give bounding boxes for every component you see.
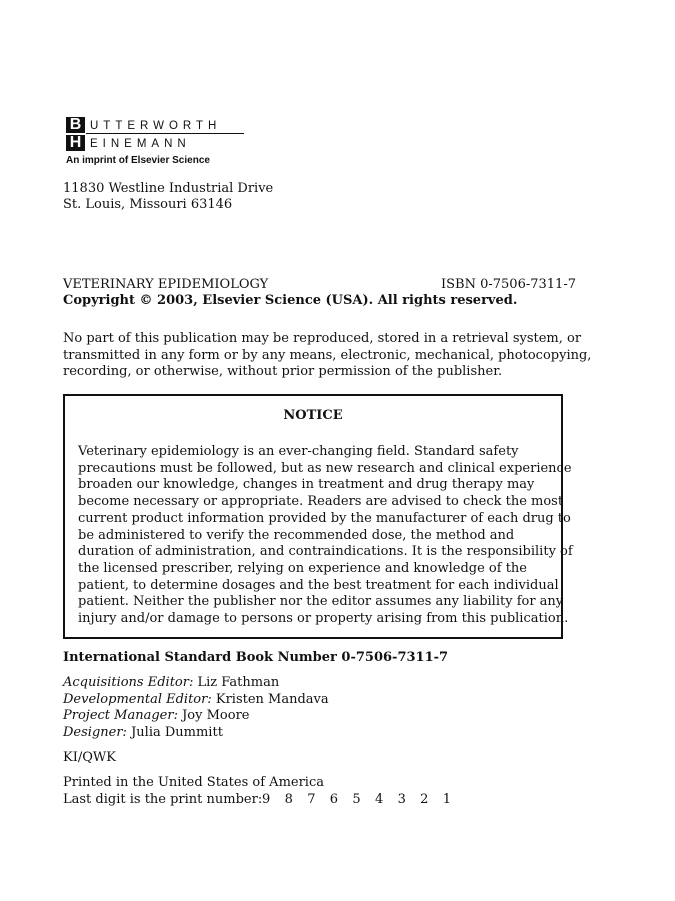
- credit-line: [63, 725, 223, 742]
- print-digit: 9: [262, 792, 271, 807]
- notice-line: injury and/or damage to persons or property arising from this publication.: [78, 611, 569, 627]
- print-digit: 1: [442, 792, 452, 807]
- credit-role: Project Manager:: [63, 708, 178, 723]
- rights-line: transmitted in any form or by any means, electronic, mechanical, photocopying,: [63, 347, 592, 363]
- book-title: VETERINARY EPIDEMIOLOGY: [63, 277, 269, 292]
- print-digits: [262, 792, 465, 809]
- address-line-2: St. Louis, Missouri 63146: [63, 197, 233, 212]
- notice-body: [78, 444, 573, 628]
- credit-line: [63, 708, 249, 725]
- notice-line: Veterinary epidemiology is an ever-changing field. Standard safety: [78, 444, 519, 459]
- logo-word-top: UTTERWORTH: [90, 120, 222, 132]
- notice-line: patient. Neither the publisher nor the editor assumes any liability for any: [78, 594, 564, 610]
- print-digit: 4: [374, 792, 384, 807]
- notice-box: [63, 394, 573, 639]
- logo-letter-h: H: [66, 135, 85, 151]
- notice-line: broaden our knowledge, changes in treatment and drug therapy may: [78, 477, 535, 493]
- print-digit: 2: [420, 792, 429, 807]
- print-number-label: Last digit is the print number:: [63, 792, 263, 807]
- logo-word-bottom: EINEMANN: [90, 138, 191, 150]
- credit-role: Acquisitions Editor:: [63, 675, 194, 690]
- printer-code: KI/QWK: [63, 750, 116, 765]
- address-line-1: 11830 Westline Industrial Drive: [63, 181, 274, 196]
- isbn-full: International Standard Book Number 0-7506-7311-7: [63, 650, 449, 665]
- logo-rule: [86, 133, 244, 134]
- print-digit: 8: [284, 792, 293, 807]
- print-digit: 3: [397, 792, 406, 807]
- copyright-line: Copyright © 2003, Elsevier Science (USA). All rights reserved.: [63, 293, 518, 308]
- credit-role: Developmental Editor:: [63, 691, 212, 707]
- notice-line: duration of administration, and contraindications. It is the responsibility of: [78, 544, 573, 560]
- notice-line: current product information provided by the manufacturer of each drug to: [78, 510, 571, 526]
- rights-line: recording, or otherwise, without prior permission of the publisher.: [63, 364, 503, 379]
- logo-letter-b: B: [66, 117, 85, 133]
- print-digit: 5: [352, 792, 361, 807]
- print-digit: 6: [329, 792, 339, 807]
- notice-line: the licensed prescriber, relying on experience and knowledge of the: [78, 560, 527, 576]
- rights-line: No part of this publication may be reproduced, stored in a retrieval system, or: [63, 331, 582, 346]
- print-digit: 7: [307, 792, 316, 807]
- credit-name: Liz Fathman: [197, 675, 280, 690]
- credit-line: [63, 692, 329, 709]
- credit-name: Joy Moore: [182, 708, 250, 723]
- publisher-logo: [66, 115, 246, 170]
- notice-line: be administered to verify the recommended dose, the method and: [78, 527, 515, 543]
- credit-role: Designer:: [63, 724, 127, 740]
- printed-in: Printed in the United States of America: [63, 775, 324, 790]
- notice-line: become necessary or appropriate. Readers are advised to check the most: [78, 494, 564, 510]
- credit-name: Kristen Mandava: [215, 691, 329, 707]
- notice-title: NOTICE: [283, 408, 343, 423]
- notice-line: precautions must be followed, but as new research and clinical experience: [78, 460, 572, 476]
- logo-imprint: An imprint of Elsevier Science: [66, 155, 210, 166]
- credit-line: [63, 675, 279, 692]
- credit-name: Julia Dummitt: [131, 724, 223, 740]
- notice-line: patient, to determine dosages and the best treatment for each individual: [78, 577, 559, 593]
- isbn-short: ISBN 0-7506-7311-7: [441, 277, 576, 292]
